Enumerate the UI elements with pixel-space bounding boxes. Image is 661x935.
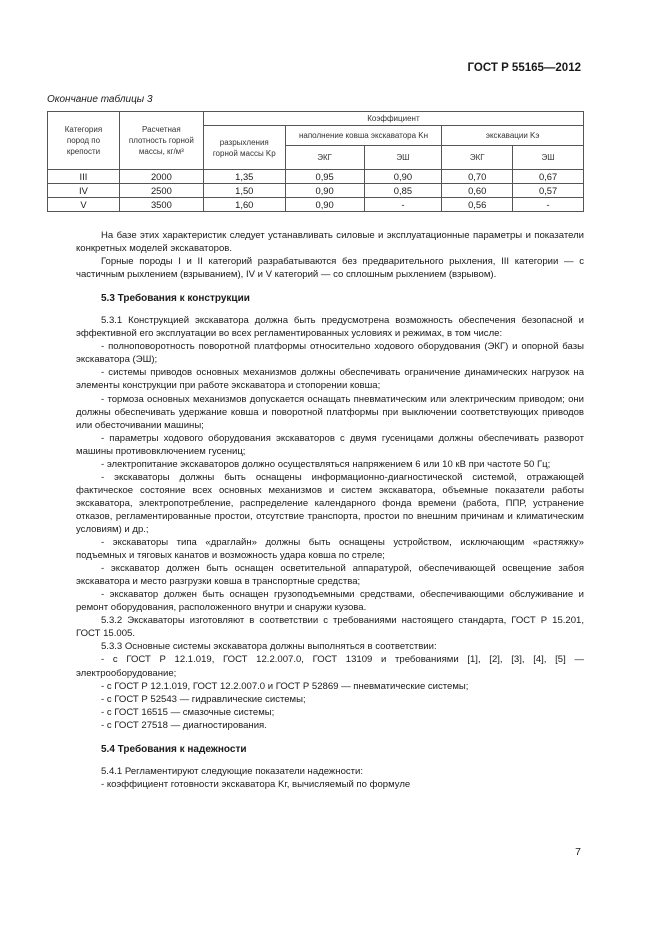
header-exc-ekg: ЭКГ bbox=[442, 146, 513, 170]
cell-exc-esh: 0,57 bbox=[513, 184, 584, 198]
list-item: - электропитание экскаваторов должно осуществляться напряжением 6 или 10 кВ при частоте 50 Гц; bbox=[101, 458, 551, 470]
list-item: - с ГОСТ 16515 — смазочные системы; bbox=[101, 706, 275, 718]
table-row bbox=[48, 198, 584, 212]
paragraph: Горные породы I и II категорий разрабатываются без предварительного рыхления, III категории — с частичным рыхлением (взрыванием), IV и V категорий — со сплошным рыхлением (взрывом). bbox=[76, 256, 584, 281]
cell-fill-ekg: 0,95 bbox=[285, 170, 364, 184]
cell-loosening: 1,35 bbox=[203, 170, 285, 184]
list-item: - с ГОСТ Р 12.1.019, ГОСТ 12.2.007.0, ГОСТ 13109 и требованиями [1], [2], [3], [4], [5] — электрооборудование; bbox=[76, 654, 584, 679]
list-item: - экскаваторы должны быть оснащены информационно-диагностической системой, отражающей фактическое состояние всех основных механизмов и систем экскаватора, объемные показатели работы экскаватора, электропотребление, распределение календарного фонда времени (работа, ППР, устранение отказов, регламентированные простои, отсутствие транспорта, простои по внешним причинам и климатическим условиям) и др.; bbox=[76, 471, 584, 535]
page-number: 7 bbox=[575, 846, 581, 858]
section-heading: 5.4 Требования к надежности bbox=[101, 743, 247, 755]
list-item: - системы приводов основных механизмов должны обеспечивать ограничение динамических нагрузок на элементы конструкции при работе экскаватора и стопорении ковша; bbox=[76, 367, 584, 392]
cell-fill-ekg: 0,90 bbox=[285, 198, 364, 212]
coefficients-table bbox=[47, 111, 584, 212]
list-item: - экскаватор должен быть оснащен осветительной аппаратурой, обеспечивающей освещение забоя экскаватора и место разгрузки ковша в транспортные средства; bbox=[76, 563, 584, 588]
paragraph: 5.3.2 Экскаваторы изготовляют в соответствии с требованиями настоящего стандарта, ГОСТ Р 15.201, ГОСТ 15.005. bbox=[76, 615, 584, 640]
cell-fill-esh: 0,85 bbox=[364, 184, 442, 198]
list-item: - экскаваторы типа «драглайн» должны быть оснащены устройством, исключающим «растяжку» подъемных и тяговых канатов и возможность удара ковша по стреле; bbox=[76, 537, 584, 562]
list-item: - с ГОСТ Р 52543 — гидравлические системы; bbox=[101, 693, 306, 705]
list-item: - параметры ходового оборудования экскаваторов с двумя гусеницами должны обеспечивать разворот машины противовключением гусениц; bbox=[76, 432, 584, 457]
cell-exc-ekg: 0,70 bbox=[442, 170, 513, 184]
header-excavation: экскавации Kэ bbox=[442, 126, 584, 146]
cell-density: 2500 bbox=[119, 184, 203, 198]
paragraph: 5.3.1 Конструкцией экскаватора должна быть предусмотрена возможность обеспечения безопасной и эффективной его эксплуатации во всех регламентированных условиях и режимах, в том числе: bbox=[76, 315, 584, 340]
cell-fill-esh: 0,90 bbox=[364, 170, 442, 184]
paragraph: 5.4.1 Регламентируют следующие показатели надежности: bbox=[101, 765, 364, 777]
header-fill-ekg: ЭКГ bbox=[285, 146, 364, 170]
table-row bbox=[48, 184, 584, 198]
cell-category: III bbox=[48, 170, 120, 184]
list-item: - коэффициент готовности экскаватора Kг, вычисляемый по формуле bbox=[101, 778, 411, 790]
document-body bbox=[76, 229, 584, 791]
cell-loosening: 1,50 bbox=[203, 184, 285, 198]
header-density: Расчетная плотность горной массы, кг/м³ bbox=[119, 112, 203, 170]
header-coefficient: Коэффициент bbox=[203, 112, 583, 126]
cell-exc-esh: 0,67 bbox=[513, 170, 584, 184]
cell-loosening: 1,60 bbox=[203, 198, 285, 212]
cell-category: IV bbox=[48, 184, 120, 198]
list-item: - полноповоротность поворотной платформы относительно ходового оборудования (ЭКГ) и опорной базы экскаватора (ЭШ); bbox=[76, 341, 584, 366]
paragraph: 5.3.3 Основные системы экскаватора должны выполняться в соответствии: bbox=[101, 641, 437, 653]
header-category: Категория пород по крепости bbox=[48, 112, 120, 170]
document-standard-number: ГОСТ Р 55165—2012 bbox=[467, 62, 581, 74]
cell-exc-esh: - bbox=[513, 198, 584, 212]
paragraph: На базе этих характеристик следует устанавливать силовые и эксплуатационные параметры и показатели конкретных моделей экскаваторов. bbox=[76, 230, 584, 255]
cell-category: V bbox=[48, 198, 120, 212]
cell-density: 2000 bbox=[119, 170, 203, 184]
list-item: - с ГОСТ Р 12.1.019, ГОСТ 12.2.007.0 и ГОСТ Р 52869 — пневматические системы; bbox=[101, 680, 469, 692]
table-caption: Окончание таблицы 3 bbox=[47, 94, 153, 105]
cell-exc-ekg: 0,60 bbox=[442, 184, 513, 198]
list-item: - с ГОСТ 27518 — диагностирования. bbox=[101, 719, 267, 731]
header-exc-esh: ЭШ bbox=[513, 146, 584, 170]
cell-fill-esh: - bbox=[364, 198, 442, 212]
cell-density: 3500 bbox=[119, 198, 203, 212]
header-loosening: разрыхления горной массы Kр bbox=[203, 126, 285, 170]
cell-exc-ekg: 0,56 bbox=[442, 198, 513, 212]
cell-fill-ekg: 0,90 bbox=[285, 184, 364, 198]
header-fill-esh: ЭШ bbox=[364, 146, 442, 170]
table-row bbox=[48, 170, 584, 184]
section-heading: 5.3 Требования к конструкции bbox=[101, 293, 250, 305]
list-item: - тормоза основных механизмов допускается оснащать пневматическим или электрическим приводом; они должны обеспечивать удержание ковша и поворотной платформы при выключении соответствующих приводов или обесточивании машины; bbox=[76, 393, 584, 431]
list-item: - экскаватор должен быть оснащен грузоподъемными средствами, обеспечивающими обслуживание и ремонт оборудования, расположенного внутри и снаружи кузова. bbox=[76, 589, 584, 614]
header-bucket-fill: наполнение ковша экскаватора Kн bbox=[285, 126, 442, 146]
